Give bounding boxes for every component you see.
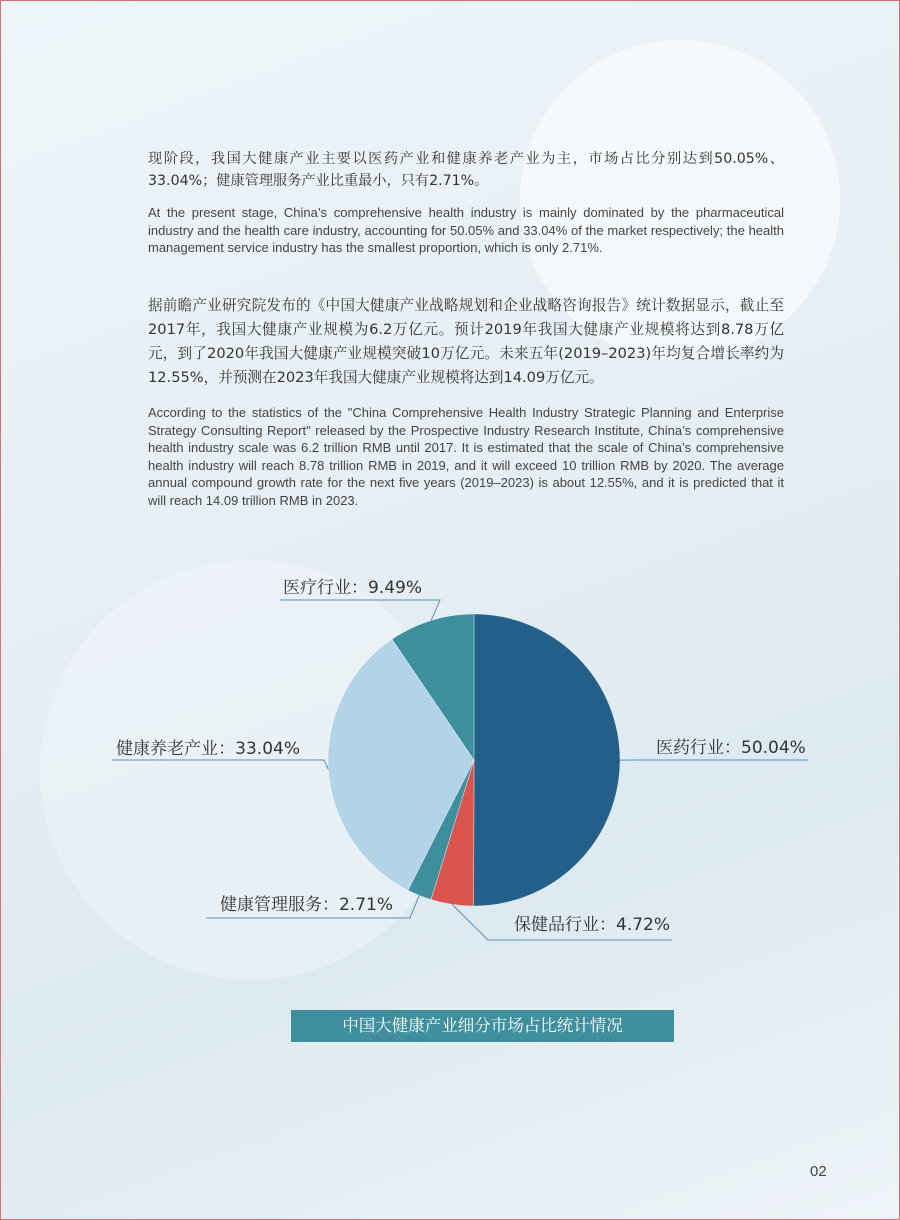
paragraph-zh-1: 现阶段，我国大健康产业主要以医药产业和健康养老产业为主，市场占比分别达到50.05%、33.04%；健康管理服务产业比重最小，只有2.71%。 [148, 151, 784, 189]
paragraph-en-1: At the present stage, China’s comprehensive health industry is mainly dominated by the pharmaceutical industry and the health care industry, accounting for 50.05% and 33.04% of the market respectively; the health management service industry has the smallest proportion, which is only 2.71%. [148, 205, 784, 255]
pie-slice-0 [474, 614, 620, 906]
leader-line-3 [112, 760, 328, 769]
slice-label-3: 健康养老产业：33.04% [116, 739, 300, 759]
page-number: 02 [810, 1163, 827, 1180]
paragraph-zh-2: 据前瞻产业研究院发布的《中国大健康产业战略规划和企业战略咨询报告》统计数据显示，截止至2017年，我国大健康产业规模为6.2万亿元。预计2019年我国大健康产业规模将达到8.78万亿元，到了2020年我国大健康产业规模突破10万亿元。未来五年(2019–2023)年均复合增长率约为12.55%，并预测在2023年我国大健康产业规模将达到14.09万亿元。 [148, 297, 784, 386]
paragraph-en-2: According to the statistics of the "China Comprehensive Health Industry Strategic Planning and Enterprise Strategy Consulting Report" released by the Prospective Industry Research Institute, China’s comprehensive health industry scale was 6.2 trillion RMB until 2017. It is estimated that the scale of China’s comprehensive health industry will reach 8.78 trillion RMB in 2019, and it will exceed 10 trillion RMB by 2020. The average annual compound growth rate for the next five years (2019–2023) is about 12.55%, and it is predicted that it will reach 14.09 trillion RMB in 2023. [148, 405, 784, 508]
leader-line-4 [280, 600, 440, 620]
chart-title: 中国大健康产业细分市场占比统计情况 [291, 1010, 674, 1042]
slice-label-4: 医疗行业：9.49% [282, 578, 422, 598]
slice-label-1: 保健品行业：4.72% [514, 915, 671, 935]
slice-label-0: 医药行业：50.04% [656, 738, 806, 758]
slice-label-2: 健康管理服务：2.71% [219, 895, 393, 915]
pie-chart [0, 560, 900, 980]
